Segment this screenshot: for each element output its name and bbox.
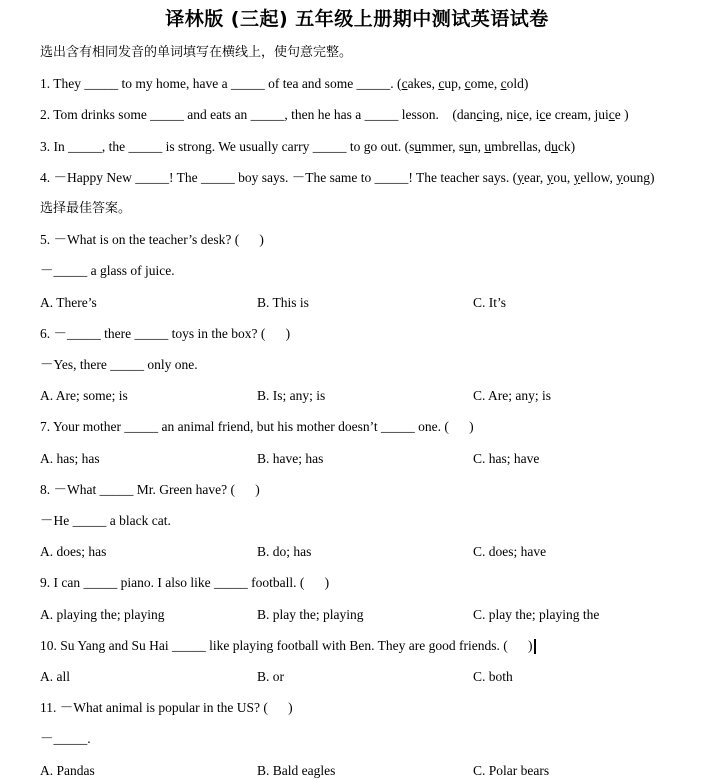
fill-item-end: ) bbox=[624, 107, 629, 123]
hint-word bbox=[484, 139, 537, 154]
answer-option: C. does; have bbox=[473, 544, 547, 560]
hint-word bbox=[409, 139, 452, 154]
hint-pre: s bbox=[458, 138, 465, 154]
hint-post: ou bbox=[553, 169, 567, 185]
question-reply: －_____. bbox=[40, 731, 91, 747]
question-stem: 10. Su Yang and Su Hai _____ like playing football with Ben. They are good friends. ( ) bbox=[40, 637, 536, 655]
hint-post: ear bbox=[523, 169, 540, 185]
hint-word bbox=[547, 170, 567, 185]
fill-item-text: 4. －Happy New _____! The _____ boy says. －The same to _____! The teacher says. ( bbox=[40, 169, 518, 185]
hint-post: ck bbox=[557, 138, 571, 154]
answer-option: C. has; have bbox=[473, 450, 540, 466]
hint-sound: y bbox=[546, 169, 554, 185]
hint-post: mmer bbox=[421, 138, 453, 154]
hint-post: akes bbox=[407, 76, 432, 92]
hint-pre: dan bbox=[456, 107, 477, 123]
section-heading: 选择最佳答案。 bbox=[40, 201, 132, 216]
hint-word bbox=[402, 76, 432, 91]
answer-option: B. Is; any; is bbox=[257, 388, 326, 404]
hint-word bbox=[544, 139, 570, 154]
answer-option: A. all bbox=[40, 669, 70, 684]
hint-sound: c bbox=[438, 76, 445, 92]
question-reply: －He _____ a black cat. bbox=[40, 513, 171, 528]
hint-sound: c bbox=[516, 107, 523, 123]
answer-option: B. play the; playing bbox=[257, 606, 364, 622]
fill-item: 2. Tom drinks some _____ and eats an _____, then he has a _____ lesson. (dancing, nice, ice cream, juice ) bbox=[40, 107, 629, 123]
question-stem: 11. －What animal is popular in the US? ( ) bbox=[40, 700, 293, 716]
fill-item-text: 2. Tom drinks some _____ and eats an _____, then he has a _____ lesson. ( bbox=[40, 107, 457, 123]
fill-item: 4. －Happy New _____! The _____ boy says. －The same to _____! The teacher says. (year, you, yellow, young) bbox=[40, 169, 655, 185]
hint-pre: i bbox=[535, 107, 540, 123]
answer-option: A. There’s bbox=[40, 294, 97, 310]
page-title: 译林版 (三起) 五年级上册期中测试英语试卷 bbox=[165, 8, 549, 30]
hint-word bbox=[616, 170, 650, 185]
hint-word bbox=[536, 107, 588, 122]
hint-post: ing bbox=[482, 107, 500, 123]
hint-word bbox=[517, 170, 540, 185]
hint-sound: c bbox=[476, 107, 483, 123]
hint-post: old bbox=[506, 76, 524, 92]
answer-option: B. do; has bbox=[257, 544, 312, 560]
hint-post: up bbox=[444, 76, 458, 92]
hint-sound: c bbox=[608, 107, 615, 123]
hint-sound: u bbox=[551, 138, 558, 154]
hint-pre: ni bbox=[506, 107, 517, 123]
question-reply: －Yes, there _____ only one. bbox=[40, 357, 198, 372]
answer-option: B. This is bbox=[257, 294, 309, 310]
answer-option: C. play the; playing the bbox=[473, 606, 600, 622]
hint-sound: u bbox=[464, 138, 471, 154]
answer-option: A. does; has bbox=[40, 544, 107, 560]
fill-item-text: 3. In _____, the _____ is strong. We usually carry _____ to go out. ( bbox=[40, 138, 410, 154]
hint-post: e bbox=[522, 107, 529, 123]
fill-item: 3. In _____, the _____ is strong. We usually carry _____ to go out. (summer, sun, umbrellas, duck) bbox=[40, 138, 576, 154]
hint-word bbox=[595, 107, 625, 122]
question-reply: －_____ a glass of juice. bbox=[40, 263, 175, 279]
hint-sound: y bbox=[517, 169, 524, 185]
hint-post: oung bbox=[622, 169, 650, 185]
question-stem: 7. Your mother _____ an animal friend, but his mother doesn’t _____ one. ( ) bbox=[40, 419, 474, 435]
fill-item-end: ) bbox=[570, 138, 576, 154]
hint-pre: s bbox=[409, 138, 415, 154]
fill-item-end: ) bbox=[649, 169, 655, 185]
question-stem: 6. －_____ there _____ toys in the box? ( ) bbox=[40, 325, 291, 341]
answer-option: B. or bbox=[257, 669, 284, 684]
hint-post: mbrellas bbox=[491, 138, 538, 154]
answer-option: B. Bald eagles bbox=[257, 762, 336, 778]
hint-word bbox=[457, 107, 500, 122]
section-heading: 选出含有相同发音的单词填写在横线上，使句意完整。 bbox=[40, 45, 353, 60]
hint-word bbox=[459, 139, 478, 154]
hint-word bbox=[501, 76, 524, 91]
hint-sound: c bbox=[539, 107, 546, 123]
answer-option: C. Polar bears bbox=[473, 762, 550, 778]
hint-sound: y bbox=[573, 169, 581, 185]
answer-option: C. It’s bbox=[473, 294, 507, 310]
fill-item-text: 1. They _____ to my home, have a _____ of tea and some _____. ( bbox=[40, 76, 402, 92]
answer-option: A. Are; some; is bbox=[40, 388, 128, 404]
question-stem: 8. －What _____ Mr. Green have? ( ) bbox=[40, 481, 260, 497]
hint-sound: y bbox=[616, 169, 623, 185]
hint-sound: u bbox=[414, 138, 422, 154]
hint-post: n bbox=[470, 138, 478, 154]
answer-option: B. have; has bbox=[257, 450, 324, 466]
hint-sound: c bbox=[464, 76, 471, 92]
hint-pre: d bbox=[544, 138, 552, 154]
hint-word bbox=[506, 107, 529, 122]
hint-sound: c bbox=[401, 76, 408, 92]
answer-option: C. both bbox=[473, 669, 513, 684]
text-cursor bbox=[534, 639, 536, 654]
hint-word bbox=[574, 170, 610, 185]
fill-item-end: ) bbox=[523, 76, 529, 92]
answer-option: A. Pandas bbox=[40, 762, 95, 778]
hint-post: e bbox=[614, 107, 625, 123]
hint-post: ome bbox=[470, 76, 494, 92]
answer-option: A. has; has bbox=[40, 450, 100, 466]
hint-sound: c bbox=[500, 76, 507, 92]
question-stem: 5. －What is on the teacher’s desk? ( ) bbox=[40, 232, 264, 248]
hint-word bbox=[465, 76, 494, 91]
answer-option: A. playing the; playing bbox=[40, 606, 165, 622]
hint-post: ellow bbox=[580, 169, 610, 185]
question-stem: 9. I can _____ piano. I also like _____ football. ( ) bbox=[40, 575, 330, 591]
hint-post: e cream bbox=[545, 107, 588, 123]
hint-word bbox=[438, 76, 458, 91]
hint-sound: u bbox=[484, 138, 492, 154]
answer-option: C. Are; any; is bbox=[473, 388, 551, 404]
fill-item: 1. They _____ to my home, have a _____ of tea and some _____. (cakes, cup, come, cold) bbox=[40, 76, 529, 92]
hint-pre: jui bbox=[594, 107, 609, 123]
